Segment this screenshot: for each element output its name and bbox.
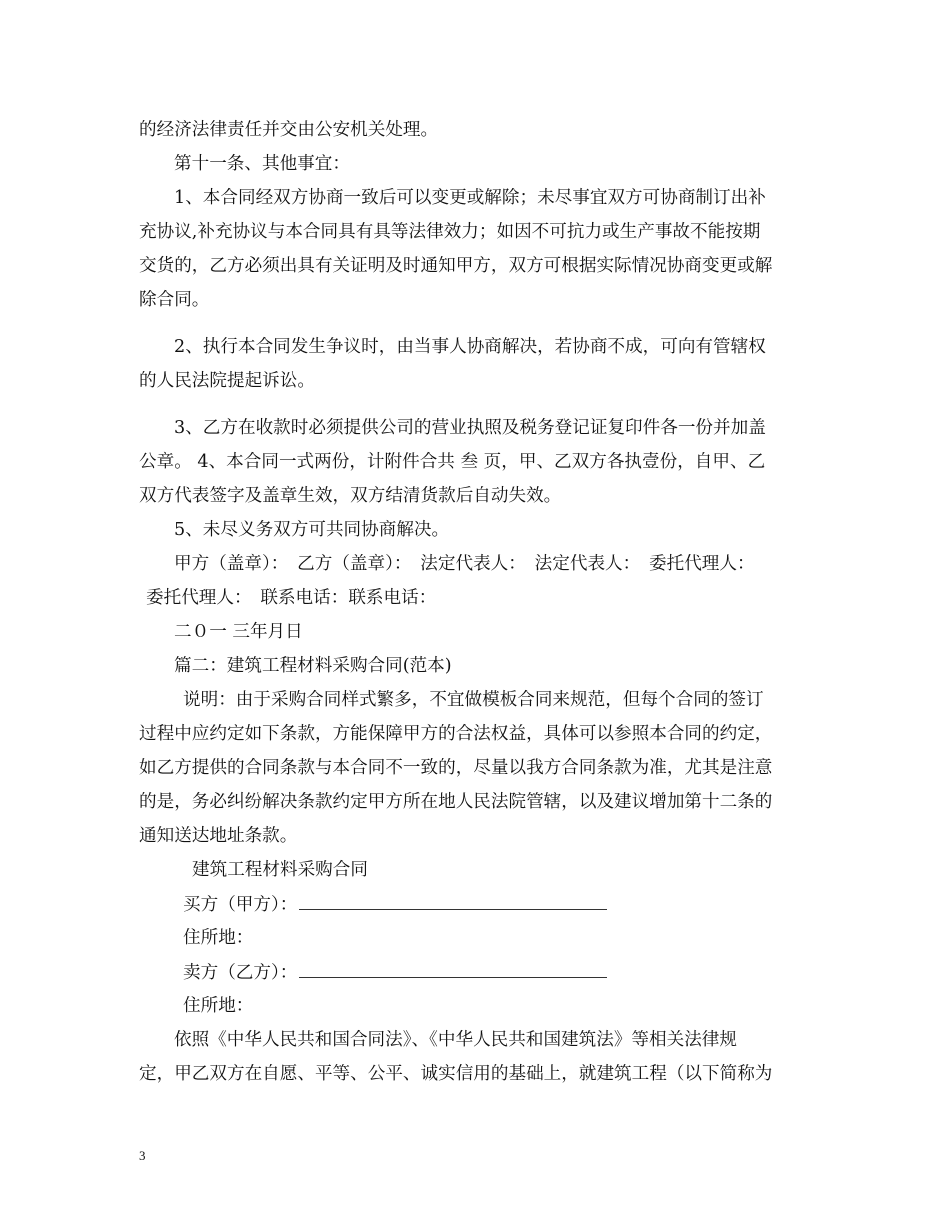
signature-line: 甲方（盖章）： 乙方（盖章）： 法定代表人： 法定代表人： 委托代理人：	[174, 554, 755, 574]
text-line: 依照《中华人民共和国合同法》、《中华人民共和国建筑法》等相关法律规	[174, 1030, 737, 1050]
text-line: 定，甲乙双方在自愿、平等、公平、诚实信用的基础上，就建筑工程（以下简称为	[139, 1064, 773, 1084]
date-line: 二０一 三年月日	[174, 622, 303, 642]
seller-address-label: 住所地：	[183, 996, 254, 1016]
buyer-address-label: 住所地：	[183, 928, 254, 948]
text-line: 除合同。	[139, 290, 210, 310]
page-number: 3	[139, 1148, 146, 1163]
contract-title: 建筑工程材料采购合同	[192, 860, 368, 880]
buyer-blank-line	[299, 892, 607, 910]
text-line: 双方代表签字及盖章生效，双方结清货款后自动失效。	[139, 486, 562, 506]
text-line: 充协议,补充协议与本合同具有具等法律效力；如因不可抗力或生产事故不能按期	[139, 222, 761, 242]
buyer-label: 买方（甲方）：	[183, 895, 298, 915]
seller-label: 卖方（乙方）：	[183, 963, 298, 983]
text-line: 2、执行本合同发生争议时，由当事人协商解决，若协商不成，可向有管辖权	[174, 337, 766, 357]
section-heading: 第十一条、其他事宜：	[174, 154, 350, 174]
chapter-heading: 篇二：建筑工程材料采购合同(范本)	[174, 656, 452, 676]
text-line: 公章。 4、本合同一式两份，计附件合共 叁 页，甲、乙双方各执壹份，自甲、乙	[139, 452, 766, 472]
text-line: 说明：由于采购合同样式繁多，不宜做模板合同来规范，但每个合同的签订	[183, 690, 764, 710]
signature-line: 委托代理人： 联系电话：联系电话：	[146, 588, 437, 608]
text-line: 1、本合同经双方协商一致后可以变更或解除；未尽事宜双方可协商制订出补	[174, 188, 766, 208]
text-line: 的经济法律责任并交由公安机关处理。	[139, 120, 439, 140]
text-line: 的人民法院提起诉讼。	[139, 371, 315, 391]
text-line: 如乙方提供的合同条款与本合同不一致的，尽量以我方合同条款为准，尤其是注意	[139, 758, 773, 778]
seller-blank-line	[299, 960, 607, 978]
buyer-field	[183, 892, 607, 917]
text-line: 交货的，乙方必须出具有关证明及时通知甲方，双方可根据实际情况协商变更或解	[139, 256, 773, 276]
text-line: 的是，务必纠纷解决条款约定甲方所在地人民法院管辖，以及建议增加第十二条的	[139, 792, 773, 812]
text-line: 通知送达地址条款。	[139, 826, 298, 846]
seller-field	[183, 960, 607, 985]
text-line: 3、乙方在收款时必须提供公司的营业执照及税务登记证复印件各一份并加盖	[174, 418, 766, 438]
text-line: 5、未尽义务双方可共同协商解决。	[174, 520, 450, 540]
text-line: 过程中应约定如下条款，方能保障甲方的合法权益，具体可以参照本合同的约定，	[139, 724, 773, 744]
